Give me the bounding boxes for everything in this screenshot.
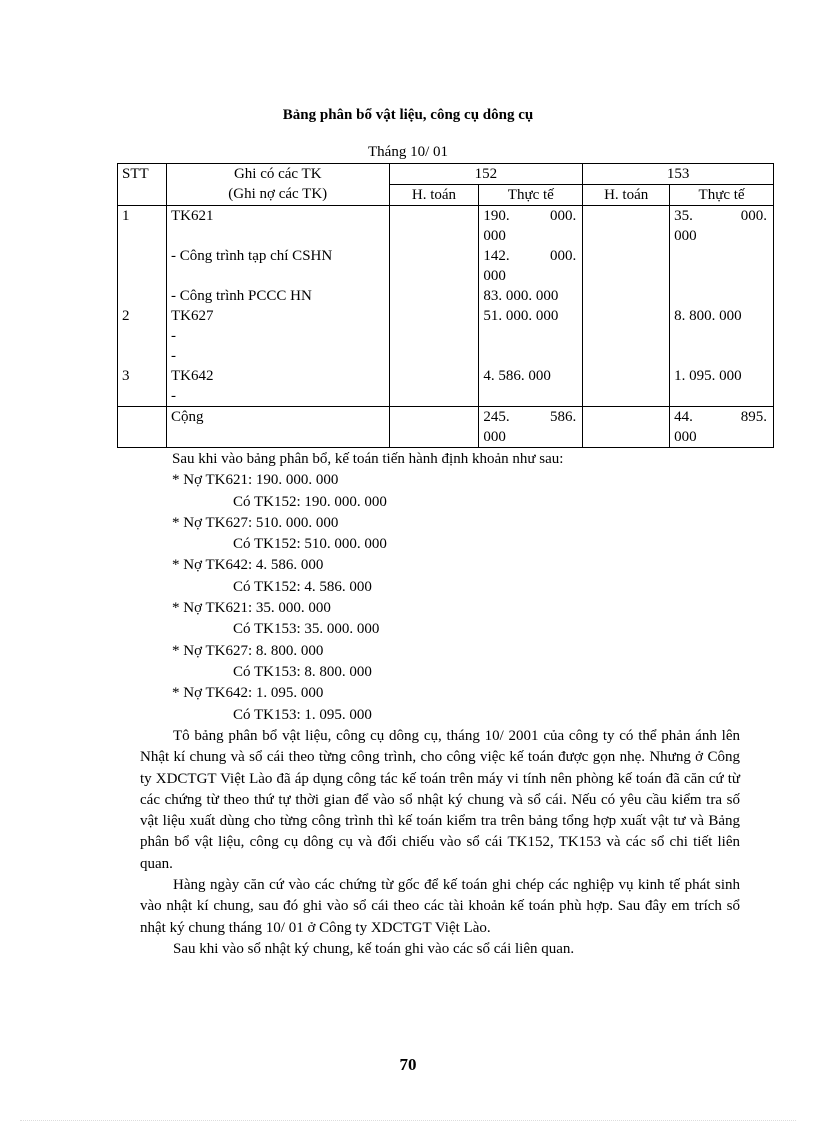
- header-152-thucte: Thực tế: [479, 185, 583, 206]
- total-stt: [118, 407, 167, 448]
- entry-debit: * Nợ TK642: 1. 095. 000: [172, 685, 324, 702]
- entry-debit: * Nợ TK627: 8. 800. 000: [172, 642, 324, 659]
- cell-152-htoan: [389, 206, 479, 407]
- entry-debit: * Nợ TK642: 4. 586. 000: [172, 557, 324, 574]
- total-153-thucte: 44. 895. 000: [670, 407, 774, 448]
- header-153-htoan: H. toán: [583, 185, 670, 206]
- header-stt: STT: [118, 164, 167, 206]
- document-title: Bảng phân bổ vật liệu, công cụ dông cụ: [282, 107, 534, 123]
- entry-credit: Có TK152: 4. 586. 000: [233, 578, 372, 595]
- paragraph-2: Hàng ngày căn cứ vào các chứng từ gốc để kế toán ghi chép các nghiệp vụ kinh tế phát sinh vào nhật kí chung, sau đó ghi vào sổ cái theo các tài khoản kế toán phù hợp. Sau đây em trích sổ nhật ký chung tháng 10/ 01 ở Công ty XDCTGT Việt Lào.: [140, 877, 740, 936]
- entry-debit: * Nợ TK627: 510. 000. 000: [172, 514, 339, 531]
- total-label: Cộng: [166, 407, 389, 448]
- entry-debit: * Nợ TK621: 35. 000. 000: [172, 600, 331, 617]
- allocation-table: [117, 163, 774, 448]
- header-desc: [166, 164, 389, 206]
- cell-153-thucte: 35. 000. 000 8. 800. 000 1. 095. 000: [670, 206, 774, 407]
- body-text: [140, 726, 740, 960]
- header-152: 152: [389, 164, 583, 185]
- entry-credit: Có TK153: 1. 095. 000: [233, 706, 372, 723]
- table-header-row: [118, 164, 774, 185]
- cell-152-thucte: 190. 000. 000 142. 000. 000 83. 000. 000 51. 000. 000 4. 586. 000: [479, 206, 583, 407]
- table-total-row: [118, 407, 774, 448]
- entries-intro: Sau khi vào bảng phân bổ, kế toán tiến hành định khoản như sau:: [172, 451, 564, 467]
- header-153: 153: [583, 164, 774, 185]
- paragraph-3: Sau khi vào sổ nhật ký chung, kế toán ghi vào các sổ cái liên quan.: [173, 940, 575, 957]
- header-desc-line2: (Ghi nợ các TK): [228, 186, 328, 202]
- cell-desc: TK621 - Công trình tạp chí CSHN - Công trình PCCC HN TK627 - - TK642 -: [166, 206, 389, 407]
- page-bottom-rule: [20, 1120, 796, 1121]
- total-153-htoan: [583, 407, 670, 448]
- table-row: [118, 206, 774, 407]
- cell-stt: 1 2 3: [118, 206, 167, 407]
- page-number: 70: [399, 1055, 417, 1074]
- header-152-htoan: H. toán: [389, 185, 479, 206]
- total-152-thucte: 245. 586. 000: [479, 407, 583, 448]
- entry-credit: Có TK152: 190. 000. 000: [233, 493, 387, 510]
- entry-debit: * Nợ TK621: 190. 000. 000: [172, 472, 339, 489]
- total-152-htoan: [389, 407, 479, 448]
- paragraph-1: Tô bảng phân bổ vật liệu, công cụ dông cụ, tháng 10/ 2001 của công ty có thể phản ánh lên Nhật kí chung và sổ cái theo từng công trình, cho công việc kế toán được gọn nhẹ. Nhưng ở Công ty XDCTGT Việt Lào đã áp dụng công tác kế toán trên máy vi tính nên phòng kế toán đã căn cứ từ các chứng từ theo thứ tự thời gian để vào sổ nhật ký chung và sổ cái. Nếu có yêu cầu kiểm tra số vật liệu xuất dùng cho từng công trình thì kế toán kiểm tra trên bảng tổng hợp xuất vật tư và Bảng phân bổ vật liệu, công cụ dông cụ và đối chiếu vào sổ cái TK152, TK153 và các sổ chi tiết liên quan.: [140, 728, 740, 872]
- header-desc-line1: Ghi có các TK: [233, 166, 322, 182]
- entry-credit: Có TK152: 510. 000. 000: [233, 536, 387, 553]
- entry-credit: Có TK153: 35. 000. 000: [233, 621, 380, 638]
- entry-credit: Có TK153: 8. 800. 000: [233, 663, 372, 680]
- cell-153-htoan: [583, 206, 670, 407]
- header-153-thucte: Thực tế: [670, 185, 774, 206]
- journal-entries: [172, 449, 563, 726]
- document-subtitle: Tháng 10/ 01: [368, 144, 448, 160]
